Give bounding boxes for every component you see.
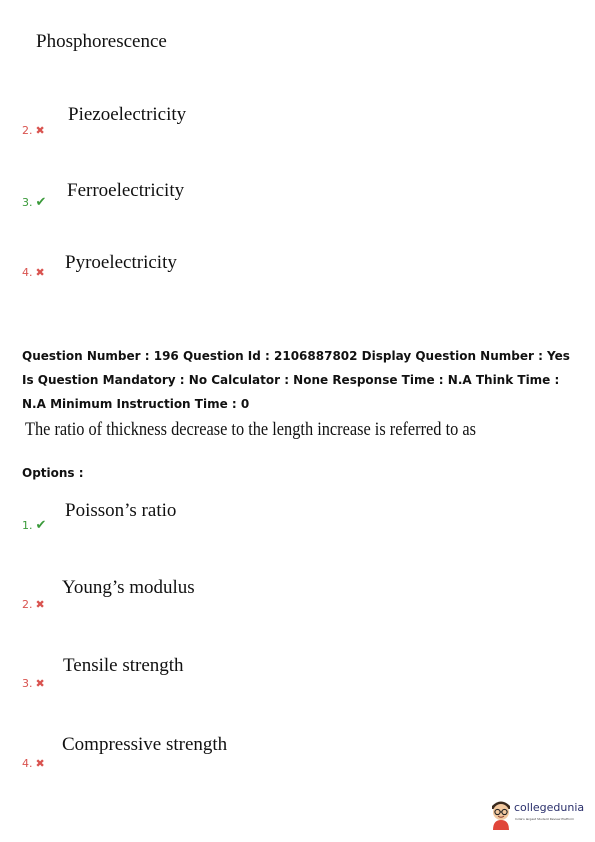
option-marker — [22, 124, 45, 137]
option-number: 2. — [22, 124, 33, 137]
option-text: Compressive strength — [62, 734, 228, 755]
option-marker — [22, 195, 46, 210]
option-text: Poisson’s ratio — [65, 500, 177, 521]
option-marker — [22, 757, 45, 770]
option-number: 3. — [22, 677, 33, 690]
logo-tagline: India's largest Student Review Platform — [515, 817, 575, 821]
collegedunia-logo — [488, 796, 588, 832]
option-number: 4. — [22, 757, 33, 770]
options-label: Options : — [22, 466, 84, 480]
option-marker — [22, 266, 45, 279]
option-number: 3. — [22, 196, 33, 209]
cross-icon: ✖ — [35, 757, 45, 770]
logo-wordmark: collegedunia — [514, 801, 585, 814]
cross-icon: ✖ — [35, 266, 45, 279]
check-icon: ✔ — [35, 518, 47, 533]
option-text: Piezoelectricity — [68, 104, 187, 125]
option-text: Ferroelectricity — [67, 180, 185, 201]
option-number: 1. — [22, 519, 33, 532]
option-marker — [22, 518, 46, 533]
mascot-icon — [488, 796, 514, 830]
option-number: 4. — [22, 266, 33, 279]
check-icon: ✔ — [35, 195, 47, 210]
option-text: Pyroelectricity — [65, 252, 177, 273]
cross-icon: ✖ — [35, 124, 45, 137]
cross-icon: ✖ — [35, 677, 45, 690]
question-text: The ratio of thickness decrease to the length increase is referred to as — [25, 419, 476, 440]
option-text: Phosphorescence — [36, 31, 167, 52]
option-marker — [22, 677, 45, 690]
question-meta: Question Number : 196 Question Id : 2106887802 Display Question Number : Yes Is Question Mandatory : No Calculator : None Response Time : N.A Think Time : N.A Minimum Instruction Time : 0 — [22, 349, 570, 411]
option-marker — [22, 598, 45, 611]
option-number: 2. — [22, 598, 33, 611]
option-text: Young’s modulus — [62, 577, 195, 598]
cross-icon: ✖ — [35, 598, 45, 611]
option-text: Tensile strength — [63, 655, 184, 676]
